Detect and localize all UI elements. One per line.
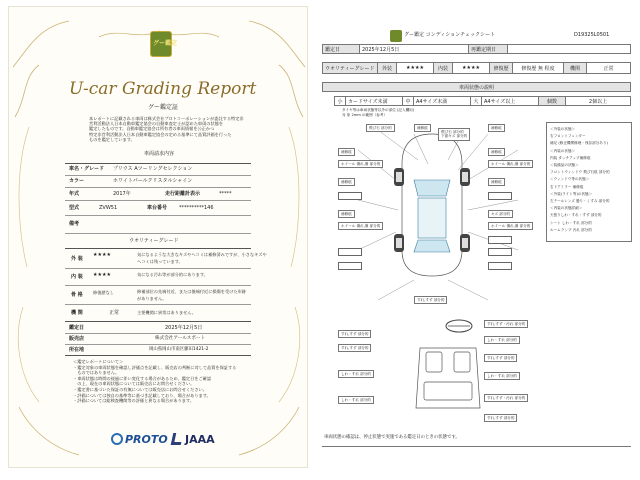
interior-label: すれ,すず 部分的	[338, 344, 371, 352]
intro-line: 鑑定したものです。自動車鑑定協会は所有者の車両情報を公正かつ	[89, 126, 215, 132]
damage-label: ホイール 傷れ,傷 部分的	[338, 222, 383, 230]
exterior-value-cell	[396, 62, 434, 74]
interior-value-cell	[452, 62, 490, 74]
certificate-notes	[73, 359, 249, 404]
exterior-label: 外装	[381, 65, 392, 72]
notes-line: ルームランプ 汚れ 部分的	[550, 227, 592, 232]
note-line: ・鑑定書に基づいた保証の有無については販売店にお問合せください。	[73, 386, 207, 392]
notes-line: 左テールレンズ 曇り・くすみ 部分的	[550, 199, 610, 204]
row-label-color: カラー	[69, 178, 85, 184]
intro-line: ものを鑑定しています。	[89, 136, 135, 142]
damage-label: 補修痕	[488, 124, 505, 132]
intro-line: 本レポートに記載される車両は株式会社プロトコーポレーションが委託する特定非	[89, 116, 244, 121]
exterior-value: ★★★★	[406, 65, 424, 71]
quality-desc-interior: 気になる汚れ等が部分的にあります。	[137, 272, 208, 277]
next-date-value-cell	[507, 44, 631, 54]
notes-line: 天張りしわ・すれ・すず 部分的	[550, 213, 602, 218]
quality-label-engine: 機 関	[71, 310, 83, 316]
engine-label-cell	[563, 62, 587, 74]
damage-label: ホイール 傷れ,傷 部分的	[338, 160, 383, 168]
location-label: 所在地	[69, 347, 85, 353]
note-line: ・評価については総検査機関等の評価と異なる場合があります。	[73, 398, 195, 404]
row-value-model: プリウス Aツーリングセレクション	[113, 166, 193, 172]
notes-heading: ＜外装(ライト等)の状態＞	[550, 191, 593, 196]
size-medium-key: 中	[402, 96, 414, 106]
damage-label: すれ,すず 部分的	[414, 296, 447, 304]
legend-line-1: タイヤ等は車両状態等以外の部位 (記入欄用)	[342, 108, 415, 112]
row-label-chassis: 車台番号	[147, 205, 168, 211]
damage-label: 補修痕	[488, 148, 505, 156]
next-date-label-cell	[468, 44, 508, 54]
date-value-cell	[359, 44, 469, 54]
damage-label: 飛び石 部分的	[366, 124, 395, 132]
row-label-model: 車名・グレード	[69, 166, 105, 172]
proto-logo-text: PROTO	[125, 433, 168, 446]
quality-value-frame: 修復歴なし	[93, 290, 114, 295]
marker-box	[488, 236, 512, 244]
quality-stars-exterior: ★★★★	[93, 252, 111, 258]
note-line: ・評価については独自の基準等に基づき記載しており、場合があります。	[73, 392, 211, 398]
quality-label-exterior: 外 装	[71, 256, 83, 262]
notes-heading: ＜ウィンドウ等の状態＞	[550, 177, 590, 182]
interior-label: すれ,すず 部分的	[484, 414, 517, 422]
interior-label: すれ,すず・汚れ 部分的	[484, 394, 528, 402]
damage-label: 飛び石 部分的 下面キズ 部分的	[438, 128, 470, 141]
damage-label: 補修痕	[488, 178, 505, 186]
jaaa-logo-text: JAAA	[185, 433, 215, 446]
notes-heading: ＜装備品の状態＞	[550, 163, 579, 168]
note-line: の上、現在の車両状態については販売店にお問合せください。	[73, 381, 195, 387]
row-label-mileage: 走行距離計表示	[165, 191, 201, 197]
legend-line-2: 対 象 2mm の範囲（参考）	[342, 113, 388, 117]
certificate-intro	[89, 116, 259, 142]
interior-label: しわ・すれ 部分的	[338, 396, 374, 404]
seller-value: 株式会社アールスポート	[155, 336, 206, 341]
size-medium-value: A4サイズ未満	[413, 96, 471, 106]
damage-label: 補修痕	[338, 178, 355, 186]
notes-line: フロントウィンドウ 飛び石痕 部分的	[550, 170, 610, 175]
interior-label: 内装	[437, 65, 448, 72]
quality-desc-engine: 主要機関に異常はありません。	[137, 310, 196, 315]
note-line: ・車両状態は時間の経過に伴い変化する場合があるため、鑑定日をご確認	[73, 375, 212, 381]
next-date-label: 再鑑定期日	[471, 46, 497, 53]
seller-label: 販売店	[69, 336, 85, 342]
intro-line: 営利活動法人日本自動車鑑定協会の自動車査定士が認めた車両の状態を	[89, 121, 224, 127]
condition-notes-box	[546, 122, 632, 242]
condition-title: 車両状態の説明	[458, 84, 494, 91]
certificate-title: U-car Grading Report	[69, 79, 257, 99]
count-value-cell: 2個以上	[565, 96, 631, 106]
marker-box	[488, 192, 512, 200]
repair-label: 修復歴	[493, 65, 509, 72]
proto-logo-icon	[111, 433, 123, 445]
size-large-key: 大	[470, 96, 482, 106]
row-value-year: 2017年	[113, 191, 131, 197]
quality-desc-frame-2: がありません。	[137, 296, 167, 301]
condition-title-cell	[322, 82, 631, 92]
damage-label: ホイール 傷れ,傷 部分的	[488, 160, 533, 168]
notes-line: 右フロントフェンダー	[550, 134, 586, 139]
exterior-label-cell	[377, 62, 397, 74]
engine-value: 正常	[603, 65, 614, 72]
notes-heading: ＜外装の状態＞	[550, 127, 576, 131]
marker-box	[338, 248, 362, 256]
damage-label: 補修痕	[338, 148, 355, 156]
intro-line: 特定非営利活動法人日本自動車鑑定協会の定める基準にて品質評価を行った	[89, 131, 232, 137]
marker-box	[488, 248, 512, 256]
row-value-type: ZVW51	[99, 205, 118, 211]
size-large-value: A4サイズ以上	[481, 96, 539, 106]
footer-note: 車両状態の確認は、停止状態で実施である鑑定日のときの状態です。	[324, 435, 460, 440]
interior-label: すれ,すず 部分的	[338, 330, 371, 338]
date-value: 2025年12月5日	[165, 325, 203, 331]
notes-line: 内装 タッチアップ補修痕	[550, 155, 591, 160]
notes-heading: ＜内装の状態＞	[550, 148, 576, 153]
marker-box	[488, 262, 512, 270]
quality-desc-exterior: 気になるような大きなキズやヘコミは補修済みですが、小さなキズや	[137, 252, 267, 257]
quality-label: ウオリティーグレード	[325, 65, 375, 72]
date-label-cell	[322, 44, 360, 54]
interior-label: しわ・すれ 部分的	[338, 370, 374, 378]
size-small-value: カードサイズ未満	[345, 96, 403, 106]
quality-desc-frame: 修補部位の先端付近、または後端付近に損傷を受けた形跡	[137, 289, 246, 294]
damage-label: キズ 部分的	[488, 210, 513, 218]
repair-value: 修復歴 無 程度	[521, 65, 555, 72]
row-label-type: 型式	[69, 205, 80, 211]
car-interior-diagram	[408, 338, 488, 418]
interior-value: ★★★★	[462, 65, 480, 71]
count-label-cell: 個数	[538, 96, 566, 106]
notes-line: シート しわ・すれ 部分的	[550, 220, 592, 225]
vehicle-section-title: 車両請求内容	[144, 151, 175, 157]
sheet-title: グー鑑定 コンディションチェックシート	[404, 32, 495, 38]
goo-seal-logo	[150, 31, 178, 57]
notes-heading: ＜内装の状態詳細＞	[550, 206, 583, 211]
row-value-mileage: *****	[219, 191, 232, 197]
quality-desc-exterior-2: ヘコミは残っています。	[137, 259, 183, 264]
interior-label: すれ,すず 部分的	[484, 354, 517, 362]
location-value: 岡山県岡山市南区藤田1421-2	[149, 347, 209, 352]
marker-box	[338, 192, 362, 200]
interior-label-cell	[433, 62, 453, 74]
engine-label: 機関	[569, 65, 580, 72]
notes-line: 右ドアミラー 補修痕	[550, 184, 584, 189]
row-value-chassis: **********146	[179, 205, 214, 211]
quality-label-cell	[322, 62, 378, 74]
note-line: ものではありません。	[73, 370, 120, 376]
note-line: ・鑑定対象の車両状態を確認し評価点を記載し、販売店の判断に対して品質を保証する	[73, 364, 237, 370]
goo-logo-icon	[390, 30, 402, 42]
condition-check-sheet	[318, 0, 640, 480]
engine-value-cell	[586, 62, 631, 74]
damage-label: 補修痕	[414, 124, 431, 132]
interior-label: すれ,すず・汚れ 部分的	[484, 320, 528, 328]
marker-box	[338, 262, 362, 270]
size-small-key: 小	[334, 96, 346, 106]
seal-text: グー鑑定	[153, 40, 178, 47]
certificate-subtitle: グー鑑定証	[148, 104, 179, 111]
quality-label-interior: 内 装	[71, 274, 83, 280]
row-label-remarks: 備考	[69, 221, 80, 227]
row-value-color: ホワイトパールクリスタルシャイン	[113, 178, 193, 184]
interior-label: しわ・すれ 部分的	[484, 372, 520, 380]
row-label-year: 年式	[69, 191, 80, 197]
date-label: 鑑定日	[325, 46, 341, 53]
date-value: 2025年12月5日	[362, 46, 400, 53]
repair-label-cell	[489, 62, 513, 74]
date-label: 鑑定日	[69, 325, 85, 331]
quality-section-title: ウオリティーグレード	[129, 238, 179, 244]
damage-label: 補修痕	[338, 210, 355, 218]
repair-value-cell	[512, 62, 564, 74]
quality-value-engine: 正常	[109, 310, 120, 316]
quality-stars-interior: ★★★★	[93, 272, 111, 278]
notes-title: ＜鑑定レポートについて＞	[73, 359, 124, 364]
interior-label: しわ・すれ 部分的	[484, 336, 520, 344]
steering-wheel-icon	[444, 318, 474, 334]
damage-label: ホイール 傷れ,傷 部分的	[488, 222, 533, 230]
quality-label-frame: 骨 格	[71, 292, 83, 298]
grading-certificate	[8, 6, 308, 468]
notes-line: 補足 (修正機関修理・残存部分あり)	[550, 141, 608, 146]
document-id: D19325L0501	[574, 32, 610, 38]
